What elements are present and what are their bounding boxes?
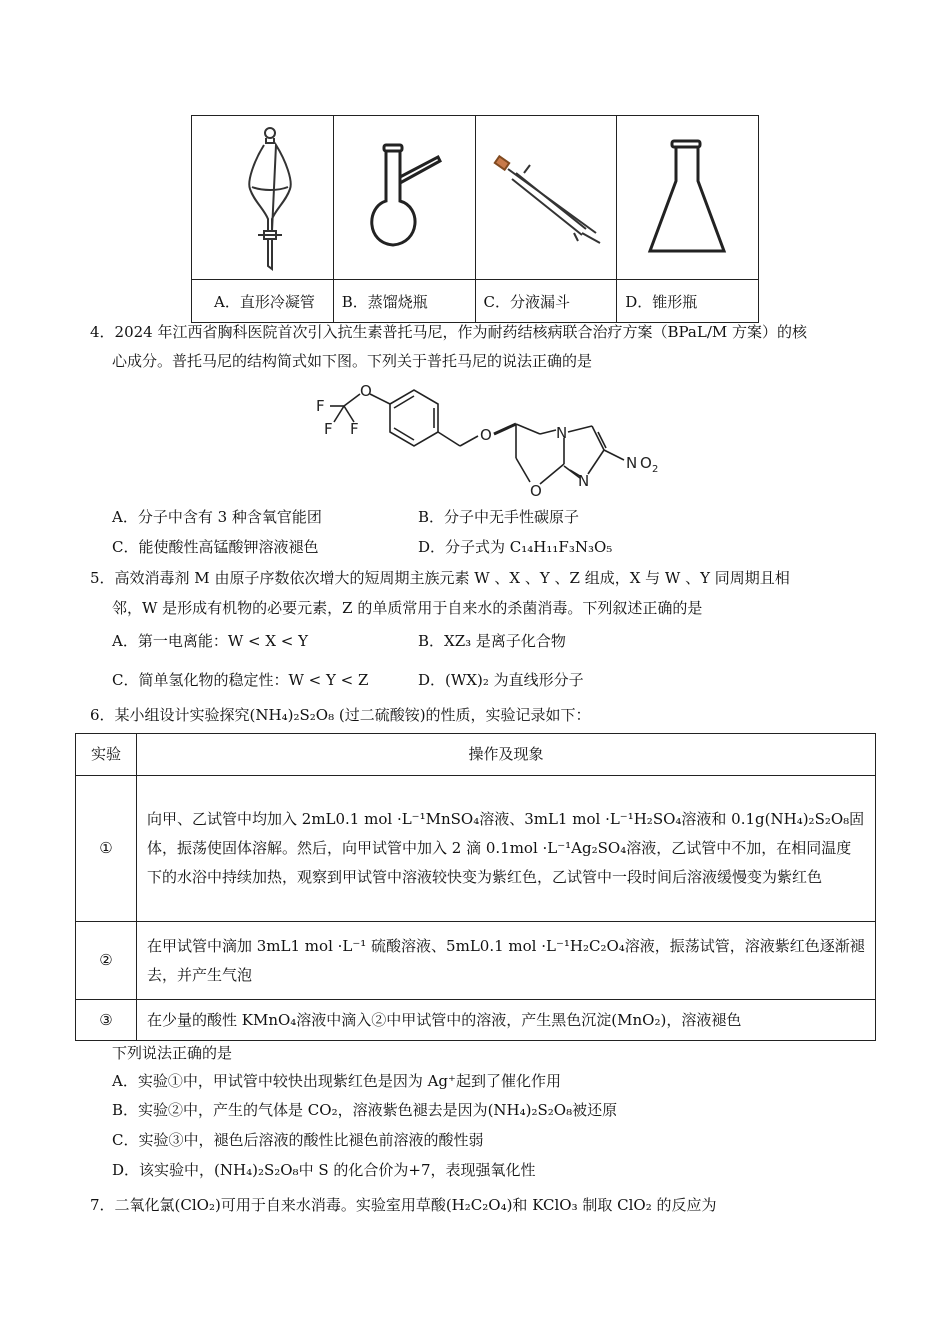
q5-stem-line2: 邻，W 是形成有机物的必要元素，Z 的单质常用于自来水的杀菌消毒。下列叙述正确的是: [112, 599, 703, 617]
separatory-funnel-image: [192, 116, 334, 280]
header-experiment: 实验: [76, 734, 137, 776]
option-d-label: D．锥形瓶: [617, 280, 759, 323]
q4-option-a: A．分子中含有 3 种含氧官能团: [112, 508, 322, 526]
q4-stem-line2: 心成分。普托马尼的结构简式如下图。下列关于普托马尼的说法正确的是: [112, 352, 593, 370]
q4-stem-line1: 4．2024 年江西省胸科医院首次引入抗生素普托马尼，作为耐药结核病联合治疗方案（BPaL/M 方案）的核: [90, 323, 808, 341]
distillation-flask-image: [333, 116, 475, 280]
row3-text: 在少量的酸性 KMnO₄溶液中滴入②中甲试管中的溶液，产生黑色沉淀(MnO₂)，溶液褪色: [137, 1000, 876, 1041]
row2-number: ②: [76, 922, 137, 1000]
option-a-label: A．直形冷凝管: [192, 280, 334, 323]
q5-option-b: B．XZ₃ 是离子化合物: [418, 632, 566, 650]
atom-o2: O: [480, 426, 492, 444]
q4-option-b: B．分子中无手性碳原子: [418, 508, 580, 526]
atom-o1: O: [360, 382, 372, 400]
option-b-label: B．蒸馏烧瓶: [333, 280, 475, 323]
option-c-label: C．分液漏斗: [475, 280, 617, 323]
q6-option-b: B．实验②中，产生的气体是 CO₂，溶液紫色褪去是因为(NH₄)₂S₂O₈被还原: [112, 1101, 618, 1119]
q4-option-c: C．能使酸性高锰酸钾溶液褪色: [112, 538, 319, 556]
atom-f2: F: [324, 420, 333, 438]
atom-f3: F: [350, 420, 359, 438]
q6-option-d: D．该实验中，(NH₄)₂S₂O₈中 S 的化合价为+7，表现强氧化性: [112, 1161, 536, 1179]
atom-no2-o: O: [640, 454, 652, 472]
q5-option-d: D．(WX)₂ 为直线形分子: [418, 671, 584, 689]
row1-number: ①: [76, 776, 137, 922]
apparatus-table: [191, 115, 759, 323]
atom-o3: O: [530, 482, 542, 500]
q7-stem-line1: 7．二氧化氯(ClO₂)可用于自来水消毒。实验室用草酸(H₂C₂O₄)和 KClO₃ 制取 ClO₂ 的反应为: [90, 1196, 717, 1214]
q5-option-c: C．简单氢化物的稳定性：W < Y < Z: [112, 671, 369, 689]
pretomanid-structure: [310, 376, 670, 508]
atom-n1: N: [556, 424, 568, 442]
header-operation: 操作及现象: [137, 734, 876, 776]
erlenmeyer-flask-image: [617, 116, 759, 280]
q6-intro: 6．某小组设计实验探究(NH₄)₂S₂O₈ (过二硫酸铵)的性质，实验记录如下：: [90, 706, 591, 724]
experiment-table: [75, 733, 876, 1041]
row1-text: 向甲、乙试管中均加入 2mL0.1 mol ·L⁻¹MnSO₄溶液、3mL1 mol ·L⁻¹H₂SO₄溶液和 0.1g(NH₄)₂S₂O₈固体，振荡使固体溶解。然后，向甲试管中加入 2 滴 0.1mol ·L⁻¹Ag₂SO₄溶液，乙试管中不加，在相同温度下的水浴中持续加热，观察到甲试管中溶液较快变为紫红色，乙试管中一段时间后溶液缓慢变为紫红色: [137, 776, 876, 922]
atom-no2-n: N: [626, 454, 638, 472]
row2-text: 在甲试管中滴加 3mL1 mol ·L⁻¹ 硫酸溶液、5mL0.1 mol ·L⁻¹H₂C₂O₄溶液，振荡试管，溶液紫红色逐渐褪去，并产生气泡: [137, 922, 876, 1000]
straight-condenser-image: [475, 116, 617, 280]
q5-option-a: A．第一电离能：W < X < Y: [112, 632, 309, 650]
atom-no2-sub: 2: [652, 464, 659, 475]
q5-stem-line1: 5．高效消毒剂 M 由原子序数依次增大的短周期主族元素 W 、X 、Y 、Z 组成，X 与 W 、Y 同周期且相: [90, 569, 790, 587]
atom-n2: N: [578, 472, 590, 490]
row3-number: ③: [76, 1000, 137, 1041]
q6-question: 下列说法正确的是: [112, 1044, 233, 1062]
q6-option-c: C．实验③中，褪色后溶液的酸性比褪色前溶液的酸性弱: [112, 1131, 484, 1149]
atom-f1: F: [316, 397, 325, 415]
q6-option-a: A．实验①中，甲试管中较快出现紫红色是因为 Ag⁺起到了催化作用: [112, 1072, 561, 1090]
q4-option-d: D．分子式为 C₁₄H₁₁F₃N₃O₅: [418, 538, 613, 556]
